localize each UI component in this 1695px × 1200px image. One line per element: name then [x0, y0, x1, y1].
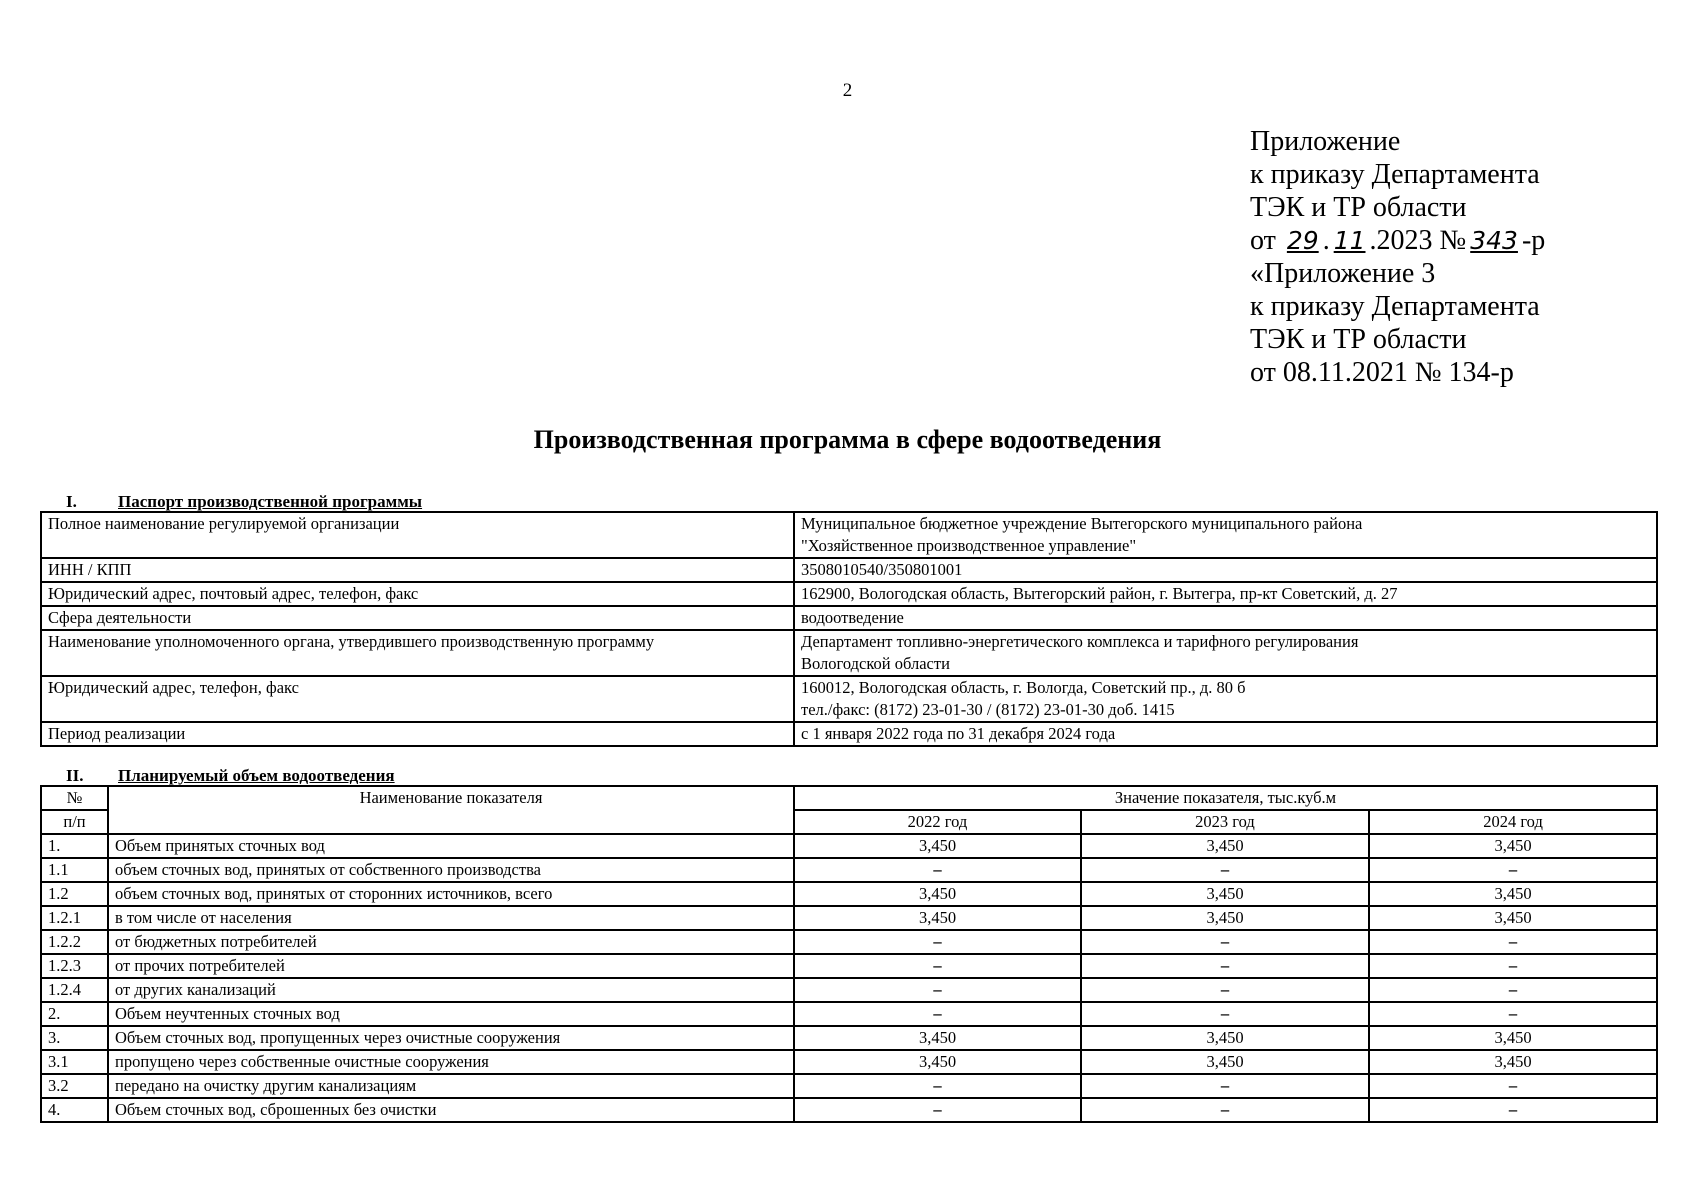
header-num: № — [41, 786, 108, 810]
passport-value — [794, 630, 1657, 676]
passport-label: Сфера деятельности — [41, 606, 794, 630]
indicator-value: – — [1369, 1098, 1657, 1122]
indicator-name: Объем сточных вод, сброшенных без очистки — [108, 1098, 794, 1122]
row-number: 1.2.1 — [41, 906, 108, 930]
indicator-value: – — [794, 1098, 1081, 1122]
passport-label: Юридический адрес, почтовый адрес, телефон, факс — [41, 582, 794, 606]
header-value-group: Значение показателя, тыс.куб.м — [794, 786, 1657, 810]
row-number: 4. — [41, 1098, 108, 1122]
indicator-name: в том числе от населения — [108, 906, 794, 930]
header-year: 2024 год — [1369, 810, 1657, 834]
date-prefix: от — [1250, 225, 1276, 256]
passport-value-line: водоотведение — [801, 608, 904, 627]
passport-value-line: Департамент топливно-энергетического комплекса и тарифного регулирования — [801, 632, 1359, 651]
indicator-value: 3,450 — [794, 1050, 1081, 1074]
volume-table — [40, 785, 1658, 1123]
table-row — [41, 906, 1657, 930]
row-number: 3. — [41, 1026, 108, 1050]
indicator-value: – — [1369, 978, 1657, 1002]
header-year: 2023 год — [1081, 810, 1369, 834]
indicator-value: – — [1081, 954, 1369, 978]
passport-value — [794, 676, 1657, 722]
indicator-value: 3,450 — [794, 1026, 1081, 1050]
table-row — [41, 978, 1657, 1002]
passport-value-line: 160012, Вологодская область, г. Вологда, Советский пр., д. 80 б — [801, 678, 1246, 697]
table-row — [41, 858, 1657, 882]
indicator-value: – — [794, 1002, 1081, 1026]
indicator-name: Объем неучтенных сточных вод — [108, 1002, 794, 1026]
indicator-value: – — [794, 1074, 1081, 1098]
row-number: 1.2.4 — [41, 978, 108, 1002]
indicator-value: – — [1369, 1002, 1657, 1026]
row-number: 1.2.2 — [41, 930, 108, 954]
indicator-value: – — [1081, 1002, 1369, 1026]
row-number: 1.2 — [41, 882, 108, 906]
indicator-value: – — [1081, 930, 1369, 954]
appendix-line: к приказу Департамента — [1250, 159, 1540, 190]
indicator-name: пропущено через собственные очистные сооружения — [108, 1050, 794, 1074]
indicator-value: – — [1369, 954, 1657, 978]
appendix-date-line — [1250, 224, 1545, 257]
passport-label: Юридический адрес, телефон, факс — [41, 676, 794, 722]
indicator-value: – — [1369, 1074, 1657, 1098]
indicator-value: – — [1369, 930, 1657, 954]
handwritten-day: 29 — [1286, 226, 1319, 255]
section-number: II. — [66, 766, 84, 785]
indicator-value: – — [1081, 978, 1369, 1002]
passport-table — [40, 511, 1658, 747]
appendix-line: от 08.11.2021 № 134-р — [1250, 357, 1514, 388]
indicator-value: 3,450 — [1081, 834, 1369, 858]
row-number: 3.1 — [41, 1050, 108, 1074]
table-row — [41, 1026, 1657, 1050]
table-row — [41, 834, 1657, 858]
section-title: Планируемый объем водоотведения — [118, 766, 395, 785]
section-1-heading — [66, 492, 422, 512]
appendix-block — [1250, 125, 1545, 389]
appendix-line: ТЭК и ТР области — [1250, 192, 1467, 223]
row-number: 2. — [41, 1002, 108, 1026]
table-row — [41, 676, 1657, 722]
indicator-value: – — [794, 930, 1081, 954]
header-year: 2022 год — [794, 810, 1081, 834]
indicator-value: 3,450 — [1081, 1026, 1369, 1050]
indicator-value: 3,450 — [1369, 1050, 1657, 1074]
table-row — [41, 1002, 1657, 1026]
indicator-value: 3,450 — [1369, 882, 1657, 906]
table-row — [41, 722, 1657, 746]
passport-value-line: Муниципальное бюджетное учреждение Вытегорского муниципального района — [801, 514, 1363, 533]
indicator-value: 3,450 — [1369, 1026, 1657, 1050]
passport-value-line: 3508010540/350801001 — [801, 560, 963, 579]
section-title: Паспорт производственной программы — [118, 492, 423, 511]
document-title: Производственная программа в сфере водоотведения — [533, 425, 1162, 454]
section-2-heading — [66, 766, 395, 786]
passport-value — [794, 512, 1657, 558]
table-row — [41, 582, 1657, 606]
row-number: 1.1 — [41, 858, 108, 882]
passport-value-line: Вологодской области — [801, 654, 950, 673]
passport-value-line: с 1 января 2022 года по 31 декабря 2024 года — [801, 724, 1116, 743]
row-number: 1. — [41, 834, 108, 858]
passport-label: ИНН / КПП — [41, 558, 794, 582]
passport-value-line: 162900, Вологодская область, Вытегорский район, г. Вытегра, пр-кт Советский, д. 27 — [801, 584, 1398, 603]
indicator-value: – — [1081, 858, 1369, 882]
table-row — [41, 630, 1657, 676]
passport-value — [794, 722, 1657, 746]
table-row — [41, 1074, 1657, 1098]
indicator-value: 3,450 — [1081, 1050, 1369, 1074]
indicator-value: – — [1081, 1098, 1369, 1122]
indicator-value: 3,450 — [794, 906, 1081, 930]
header-name: Наименование показателя — [108, 786, 794, 834]
indicator-name: объем сточных вод, принятых от собственного производства — [108, 858, 794, 882]
date-separator: . — [1322, 225, 1330, 256]
indicator-name: объем сточных вод, принятых от сторонних источников, всего — [108, 882, 794, 906]
indicator-name: от прочих потребителей — [108, 954, 794, 978]
passport-label: Полное наименование регулируемой организации — [41, 512, 794, 558]
indicator-value: – — [794, 858, 1081, 882]
passport-value-line: тел./факс: (8172) 23-01-30 / (8172) 23-01-30 доб. 1415 — [801, 700, 1175, 719]
indicator-name: Объем принятых сточных вод — [108, 834, 794, 858]
date-year: .2023 № — [1369, 225, 1467, 256]
table-row — [41, 882, 1657, 906]
table-row — [41, 1098, 1657, 1122]
indicator-name: Объем сточных вод, пропущенных через очистные сооружения — [108, 1026, 794, 1050]
indicator-value: 3,450 — [794, 834, 1081, 858]
indicator-value: 3,450 — [794, 882, 1081, 906]
appendix-line: к приказу Департамента — [1250, 291, 1540, 322]
passport-label: Период реализации — [41, 722, 794, 746]
passport-value-line: "Хозяйственное производственное управление" — [801, 536, 1137, 555]
table-header-row — [41, 786, 1657, 810]
table-row — [41, 954, 1657, 978]
section-number: I. — [66, 492, 77, 511]
appendix-line: Приложение — [1250, 126, 1401, 157]
page-number: 2 — [842, 80, 853, 101]
passport-value — [794, 558, 1657, 582]
passport-value — [794, 582, 1657, 606]
handwritten-order-number: 343 — [1470, 226, 1518, 255]
indicator-value: 3,450 — [1081, 882, 1369, 906]
passport-value — [794, 606, 1657, 630]
passport-label: Наименование уполномоченного органа, утвердившего производственную программу — [41, 630, 794, 676]
table-row — [41, 558, 1657, 582]
indicator-value: – — [1081, 1074, 1369, 1098]
table-row — [41, 512, 1657, 558]
indicator-value: 3,450 — [1369, 834, 1657, 858]
indicator-name: передано на очистку другим канализациям — [108, 1074, 794, 1098]
appendix-line: ТЭК и ТР области — [1250, 324, 1467, 355]
indicator-value: – — [794, 978, 1081, 1002]
indicator-name: от других канализаций — [108, 978, 794, 1002]
row-number: 1.2.3 — [41, 954, 108, 978]
table-row — [41, 930, 1657, 954]
indicator-name: от бюджетных потребителей — [108, 930, 794, 954]
indicator-value: – — [1369, 858, 1657, 882]
header-num-sub: п/п — [41, 810, 108, 834]
table-row — [41, 606, 1657, 630]
indicator-value: 3,450 — [1369, 906, 1657, 930]
row-number: 3.2 — [41, 1074, 108, 1098]
indicator-value: – — [794, 954, 1081, 978]
table-row — [41, 1050, 1657, 1074]
handwritten-month: 11 — [1333, 226, 1366, 255]
order-suffix: -р — [1521, 225, 1546, 256]
appendix-line: «Приложение 3 — [1250, 258, 1436, 289]
indicator-value: 3,450 — [1081, 906, 1369, 930]
